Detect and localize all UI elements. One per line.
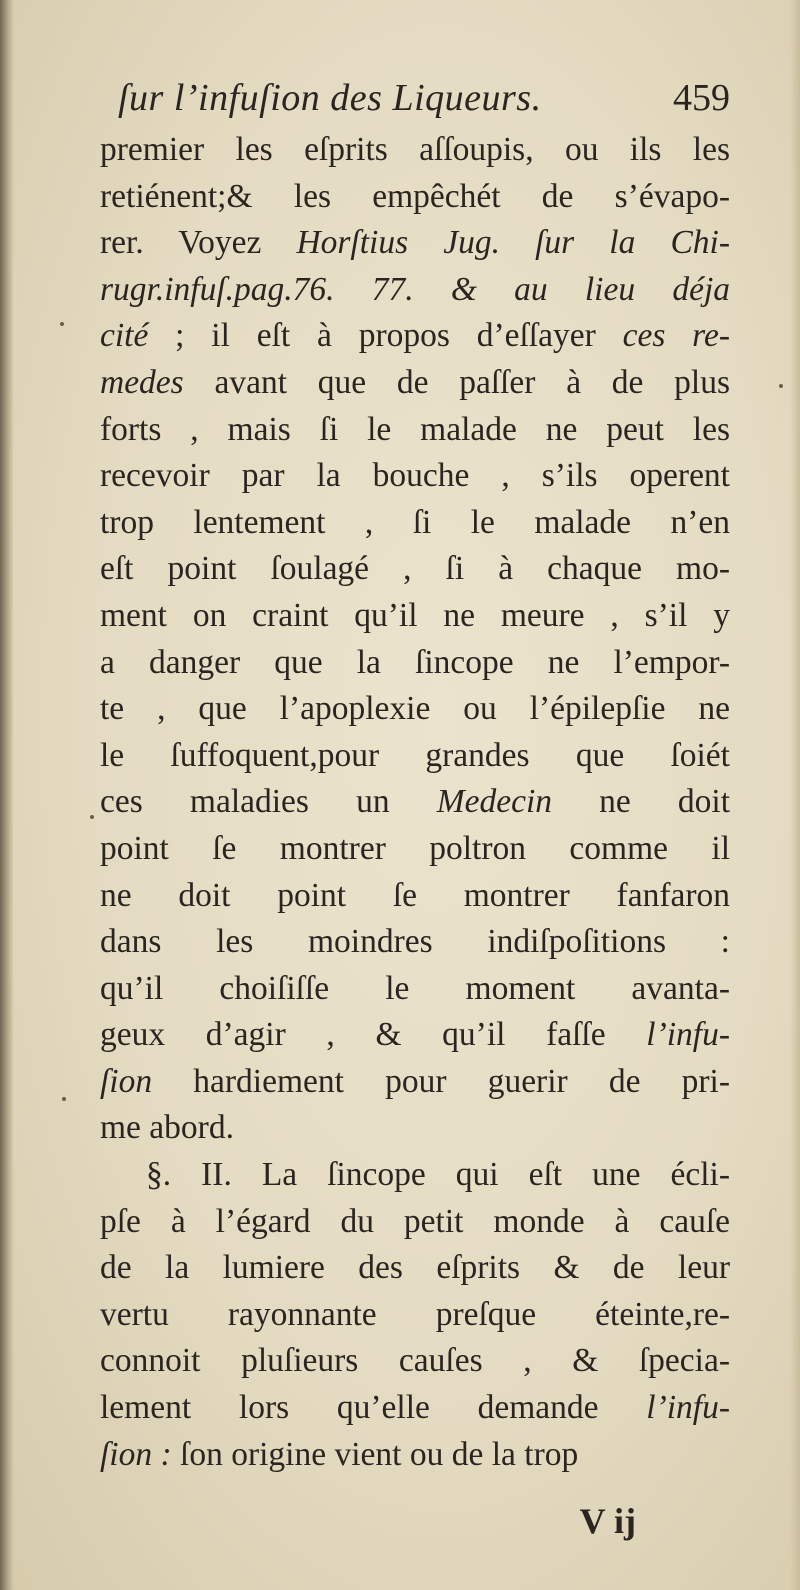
text-segment: §. II. La ſincope qui eſt une écli-: [146, 1156, 730, 1194]
text-line: [100, 267, 730, 314]
text-line: [100, 360, 730, 407]
body-text: [100, 127, 730, 1478]
italic-text: rugr.infuſ.pag.76. 77. & au lieu déja: [100, 270, 730, 308]
text-segment: a danger que la ſincope ne l’empor-: [100, 643, 730, 681]
text-segment: avant que de paſſer à de plus: [183, 363, 730, 401]
text-line: [100, 826, 730, 873]
page-gutter-shadow: [0, 0, 14, 1590]
italic-text: l’infu-: [646, 1016, 730, 1054]
italic-text: ſion: [100, 1062, 153, 1100]
text-line: [100, 127, 730, 174]
text-line: [100, 686, 730, 733]
text-segment: dans les moindres indiſpoſitions :: [100, 923, 730, 961]
text-line: [100, 1432, 730, 1479]
italic-text: ces re-: [622, 317, 730, 355]
text-segment: pſe à l’égard du petit monde à cauſe: [100, 1202, 730, 1240]
text-segment: lement lors qu’elle demande: [100, 1389, 647, 1427]
text-line: [100, 966, 730, 1013]
text-line: [100, 1245, 730, 1292]
text-segment: rer. Voyez: [100, 224, 297, 262]
text-segment: hardiement pour guerir de pri-: [152, 1062, 730, 1100]
text-line: [100, 1152, 730, 1199]
text-segment: ne doit point ſe montrer fanfaron: [100, 876, 730, 914]
text-line: [100, 733, 730, 780]
text-line: [100, 593, 730, 640]
text-line: [100, 453, 730, 500]
italic-text: cité: [100, 317, 149, 355]
text-line: [100, 919, 730, 966]
paper-speck: [779, 384, 783, 388]
text-segment: ment on craint qu’il ne meure , s’il y: [100, 596, 730, 634]
paper-speck: [60, 322, 64, 326]
text-line: [100, 1338, 730, 1385]
text-line: [100, 1292, 730, 1339]
italic-text: medes: [100, 363, 184, 401]
running-head: ſur l’infuſion des Liqueurs.: [118, 77, 542, 119]
paper-speck: [62, 1097, 66, 1101]
italic-text: Medecin: [436, 783, 553, 821]
text-segment: ces maladies un: [100, 783, 437, 821]
text-segment: geux d’agir , & qu’il faſſe: [100, 1016, 647, 1054]
text-line: [100, 1385, 730, 1432]
text-segment: connoit pluſieurs cauſes , & ſpecia-: [100, 1342, 730, 1380]
text-segment: te , que l’apoplexie ou l’épilepſie ne: [100, 690, 730, 728]
text-line: [100, 640, 730, 687]
text-line: [100, 779, 730, 826]
text-segment: recevoir par la bouche , s’ils operent: [100, 457, 730, 495]
text-line: [100, 873, 730, 920]
italic-text: l’infu-: [646, 1389, 730, 1427]
text-segment: de la lumiere des eſprits & de leur: [100, 1249, 730, 1287]
text-segment: qu’il choiſiſſe le moment avanta-: [100, 969, 730, 1007]
text-segment: le ſuffoquent,pour grandes que ſoiét: [100, 736, 730, 774]
text-segment: me abord.: [100, 1109, 234, 1147]
page-number: 459: [673, 77, 730, 119]
text-segment: ; il eſt à propos d’eſſayer: [148, 317, 623, 355]
text-segment: premier les eſprits aſſoupis, ou ils les: [100, 131, 730, 168]
text-line: [100, 1059, 730, 1106]
text-line: [100, 407, 730, 454]
page-edge-shadow: [790, 0, 800, 1590]
page-header: [118, 72, 730, 126]
text-line: [100, 546, 730, 593]
text-segment: forts , mais ſi le malade ne peut les: [100, 410, 730, 448]
text-line: [100, 220, 730, 267]
paper-speck: [90, 815, 94, 819]
text-line: [100, 1105, 730, 1152]
text-line: [100, 174, 730, 221]
text-segment: eſt point ſoulagé , ſi à chaque mo-: [100, 550, 730, 588]
text-line: [100, 1199, 730, 1246]
text-segment: point ſe montrer poltron comme il: [100, 829, 730, 867]
text-segment: vertu rayonnante preſque éteinte,re-: [100, 1295, 730, 1333]
italic-text: Horſtius Jug. ſur la Chi-: [296, 224, 730, 262]
text-segment: ne doit: [552, 783, 731, 821]
text-segment: retiénent;& les empêchét de s’évapo-: [100, 177, 730, 215]
text-line: [100, 1012, 730, 1059]
italic-text: ſion :: [100, 1435, 172, 1473]
text-segment: trop lentement , ſi le malade n’en: [100, 503, 730, 541]
signature-mark: V ij: [579, 1501, 636, 1541]
text-line: [100, 500, 730, 547]
text-segment: ſon origine vient ou de la trop: [171, 1435, 579, 1473]
text-line: [100, 313, 730, 360]
